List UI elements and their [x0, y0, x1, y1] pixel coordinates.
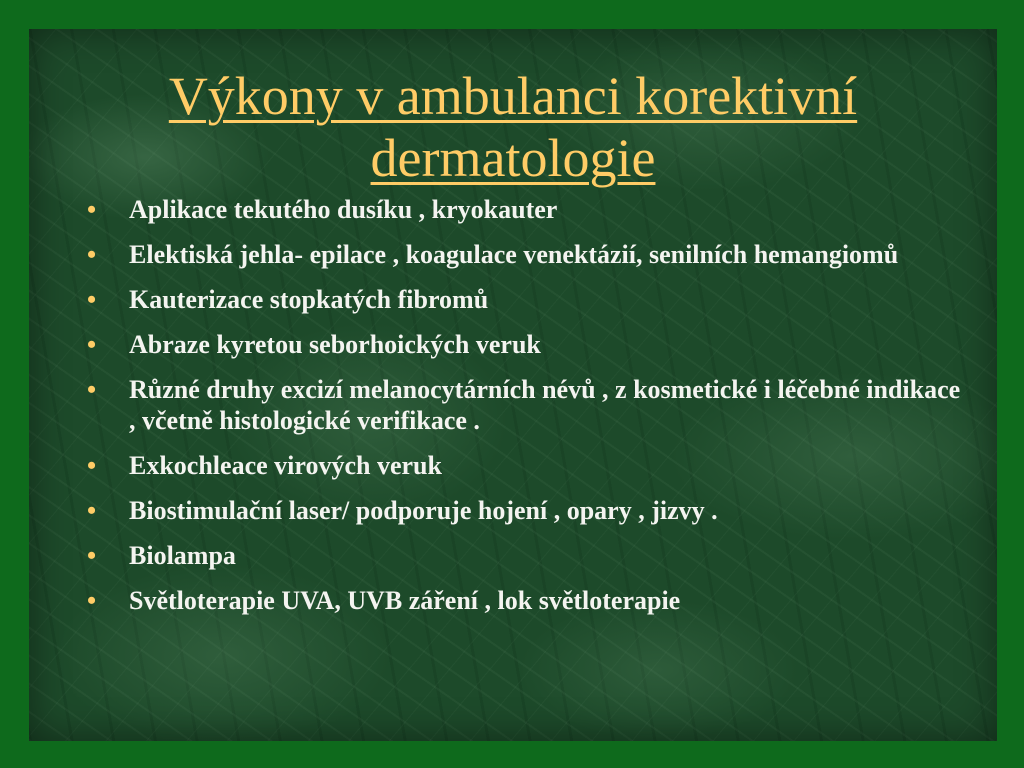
bullet-icon: • [87, 496, 97, 525]
bullet-item [87, 284, 967, 315]
bullet-item [87, 585, 967, 616]
bullet-text: Biolampa [129, 541, 236, 570]
slide-title [29, 65, 997, 189]
slide-title-line-2: dermatologie [370, 128, 656, 188]
bullet-item [87, 495, 967, 526]
bullet-icon: • [87, 586, 97, 615]
bullet-item [87, 540, 967, 571]
bullet-item [87, 450, 967, 481]
bullet-icon: • [87, 375, 97, 404]
bullet-icon: • [87, 451, 97, 480]
bullet-text: Kauterizace stopkatých fibromů [129, 285, 489, 314]
bullet-text: Aplikace tekutého dusíku , kryokauter [129, 195, 558, 224]
bullet-text: Biostimulační laser/ podporuje hojení , opary , jizvy . [129, 496, 718, 525]
bullet-item [87, 239, 967, 270]
bullet-text: Abraze kyretou seborhoických veruk [129, 330, 541, 359]
bullet-item [87, 374, 967, 436]
slide-title-line-1: Výkony v ambulanci korektivní [168, 66, 858, 126]
bullet-text: Světloterapie UVA, UVB záření , lok světloterapie [129, 586, 681, 615]
slide-canvas [29, 29, 997, 741]
bullet-icon: • [87, 541, 97, 570]
bullet-text: Exkochleace virových veruk [129, 451, 442, 480]
bullet-icon: • [87, 240, 97, 269]
bullet-text: Elektiská jehla- epilace , koagulace venektázií, senilních hemangiomů [129, 240, 899, 269]
bullet-icon: • [87, 330, 97, 359]
bullet-icon: • [87, 195, 97, 224]
bullet-item [87, 194, 967, 225]
bullet-list [87, 194, 967, 630]
bullet-icon: • [87, 285, 97, 314]
bullet-item [87, 329, 967, 360]
bullet-text: Různé druhy excizí melanocytárních névů , z kosmetické i léčebné indikace , včetně histologické verifikace . [129, 375, 961, 435]
